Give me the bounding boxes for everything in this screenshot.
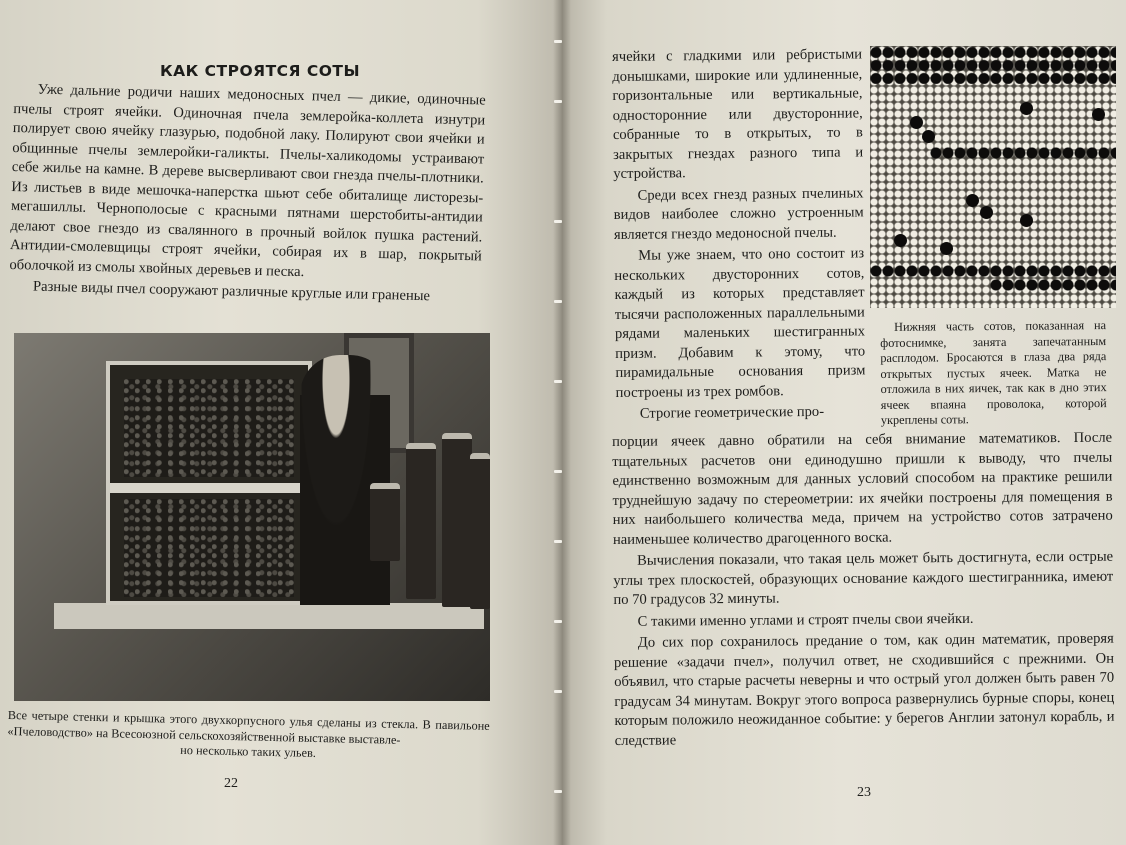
glass-hive-photo (14, 333, 490, 701)
open-cell-row (990, 278, 1116, 292)
honeycomb-photo (870, 46, 1116, 308)
right-full-text (612, 429, 1115, 751)
binding-stitch (554, 380, 562, 383)
right-full-paragraph-1: порции ячеек давно обратили на себя внимание математиков. После тщательных расчетов они единодушно пришли к выводу, что пчелы единственно возможным для данных условий способом на практике решили труднейшую задачу по стереометрии: их ячейки построены для помещения в них наибольшего количества меда, причем на устройство сотов затрачено наименьшее количество драгоценного воска. (612, 429, 1113, 548)
right-full-paragraph-3: С такими именно углами и строят пчелы свои ячейки. (637, 610, 974, 630)
binding-stitch (554, 690, 562, 693)
hive-divider (110, 483, 308, 493)
right-page (562, 0, 1126, 845)
open-cell (980, 206, 993, 219)
right-full-paragraph-2: Вычисления показали, что такая цель может быть достигнута, если острые углы трех плоскостей, образующих основание каждого шестигранника, имеют по 70 градусов 32 минуты. (613, 548, 1114, 608)
right-paragraph-1: ячейки с гладкими или ребристыми донышками, широкие или удлиненные, горизонтальные или вертикальные, односторонние или двусторонние, собранные то в открытых, то в закрытых гнездах разного типа и устройства. (612, 46, 864, 182)
left-paragraph-2: Разные виды пчел сооружают различные круглые или граненые (32, 278, 431, 305)
binding-stitch (554, 790, 562, 793)
binding-stitch (554, 300, 562, 303)
binding-stitch (554, 620, 562, 623)
open-cell (940, 242, 953, 255)
honey-jar-4 (470, 453, 490, 609)
right-full-paragraph-4: До сих пор сохранилось предание о том, как один математик, проверяя решение «задачи пчел», получил ответ, не сходившийся с прежними. Он объявил, что старые расчеты неверны и что острый угол должен быть равен 70 градусам 34 минутам. Вокруг этого вопроса развернулись бурные споры, конец которым положило неожиданное событие: у берегов Англии затонул корабль, и следствие (613, 630, 1115, 749)
page-number-right: 23 (857, 785, 871, 800)
chapter-heading: КАК СТРОЯТСЯ СОТЫ (159, 62, 361, 80)
lower-honeycomb-frame (124, 499, 294, 597)
woman-figure (300, 355, 390, 605)
book-spine (553, 0, 571, 845)
left-caption-line-1: Все четыре стенки и крышка этого двухкорпусного улья сделаны из стекла. В павильоне «Пчеловодство» на Всесоюзной сельскохозяйственной выставке выставле- (7, 708, 490, 747)
binding-stitch (554, 100, 562, 103)
open-cell-row (870, 46, 1116, 84)
left-photo-caption (7, 708, 490, 765)
right-paragraph-3: Мы уже знаем, что оно состоит из нескольких двусторонних сотов, каждый из которых представляет тысячи расположенных параллельными рядами маленьких шестигранных призм. Добавим к этому, что пирамидальные основания призм построены из трех ромбов. (614, 245, 866, 401)
right-photo-caption: Нижняя часть сотов, показанная на фотоснимке, занята запечатанным расплодом. Бросаются в глаза два ряда открытых пустых ячеек. Матка не отложила в них яичек, так как в дно этих ячеек впаяна проволока, которой укреплены соты. (880, 318, 1107, 427)
left-caption-line-2: но несколько таких ульев. (180, 742, 317, 760)
open-cell (1020, 214, 1033, 227)
left-page (0, 0, 562, 845)
open-cell (1020, 102, 1033, 115)
exhibition-table (54, 603, 484, 629)
binding-stitch (554, 470, 562, 473)
page-number-left: 22 (224, 776, 238, 791)
honey-jar-1 (370, 483, 400, 561)
open-cell (966, 194, 979, 207)
left-paragraph-1: Уже дальние родичи наших медоносных пчел — дикие, одиночные пчелы строят ячейки. Одиночная пчела землеройка-коллета изнутри полирует свою ячейку глазурью, подобной лаку. Полируют свои ячейки и общинные пчелы землеройки-галикты. Пчелы-халикодомы устраивают себе жилье на камне. В дереве высверливают свои гнезда пчелы-плотники. Из листьев в виде мешочка-наперстка шьют себе обиталище листорезы-мегашиллы. Чернополосые с красными пятнами шерстобиты-антидии делают свое гнездо из свалянного в прочный войлок пушка растений. Антидии-смолевщицы строят ячейки, собирая их в шар, покрытый оболочкой из смолы хвойных деревьев и песка. (9, 81, 486, 280)
glass-beehive (106, 361, 312, 605)
left-body-text (9, 80, 486, 308)
right-column-text (612, 45, 866, 424)
open-cell (1092, 108, 1105, 121)
right-paragraph-4: Строгие геометрические про- (639, 403, 825, 422)
binding-stitch (554, 40, 562, 43)
open-cell (910, 116, 923, 129)
open-cell-row (870, 264, 1116, 278)
honey-jar-3 (442, 433, 472, 607)
upper-honeycomb-frame (124, 379, 294, 477)
honey-jar-2 (406, 443, 436, 599)
open-cell (894, 234, 907, 247)
open-cell-row (930, 146, 1116, 160)
open-cell (922, 130, 935, 143)
binding-stitch (554, 540, 562, 543)
binding-stitch (554, 220, 562, 223)
right-paragraph-2: Среди всех гнезд разных пчелиных видов наиболее сложно устроенным является гнездо медоносной пчелы. (613, 184, 864, 243)
